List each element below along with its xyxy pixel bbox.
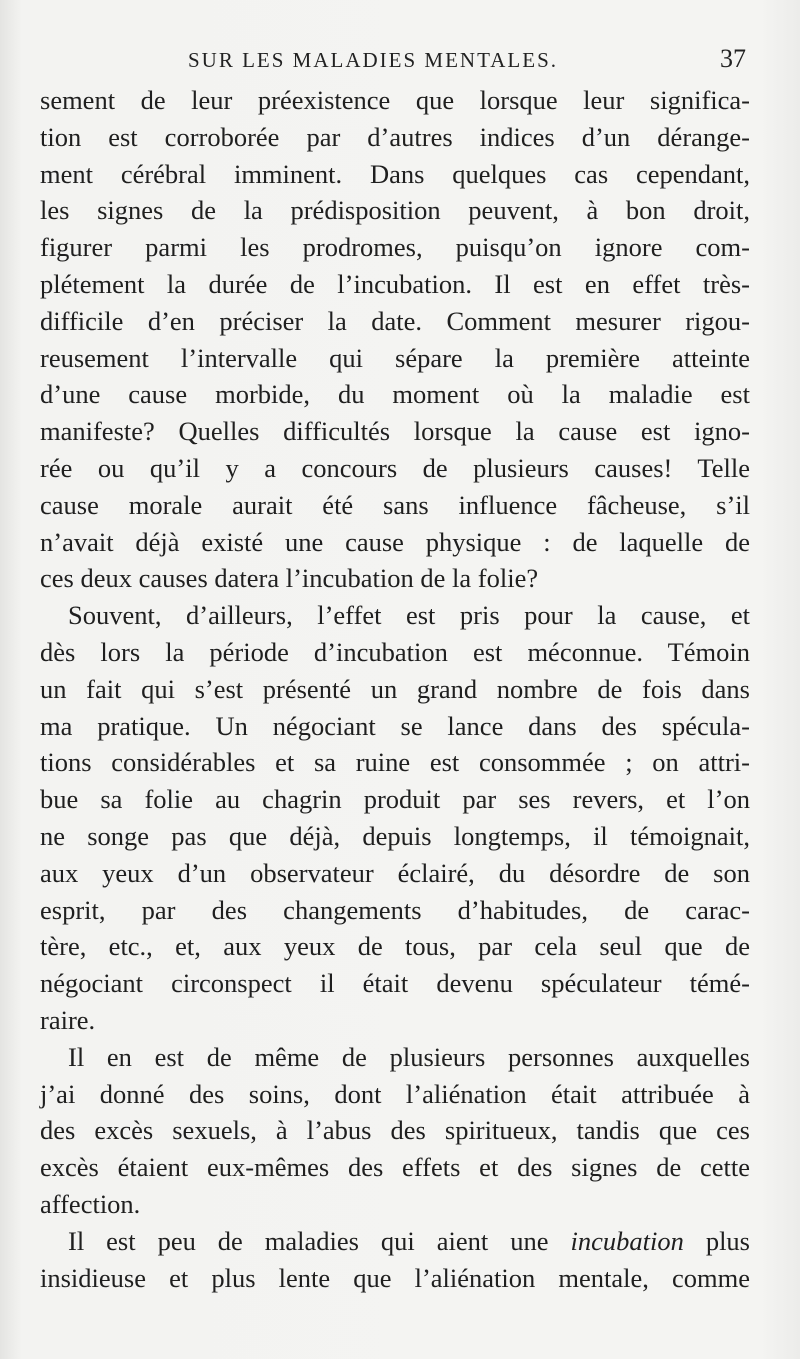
text-line: reusement l’intervalle qui sépare la première atteinte	[40, 342, 750, 373]
text-segment: Il est peu de maladies qui aient une	[68, 1225, 571, 1256]
text-line: esprit, par des changements d’habitudes, de carac-	[40, 894, 750, 925]
text-line	[40, 1223, 750, 1260]
text-line: tion est corroborée par d’autres indices d’un dérange-	[40, 121, 750, 152]
text-line: tions considérables et sa ruine est consommée ; on attri-	[40, 747, 750, 778]
text-line: sement de leur préexistence que lorsque leur significa-	[40, 85, 750, 115]
text-line: tère, etc., et, aux yeux de tous, par cela seul que de	[40, 931, 750, 962]
text-line: rée ou qu’il y a concours de plusieurs causes! Telle	[40, 452, 750, 483]
text-line: des excès sexuels, à l’abus des spiritueux, tandis que ces	[40, 1115, 750, 1146]
text-line: manifeste? Quelles difficultés lorsque la cause est igno-	[40, 416, 750, 447]
italic-term: incubation	[570, 1225, 684, 1256]
text-line: aux yeux d’un observateur éclairé, du désordre de son	[40, 857, 750, 888]
text-line: bue sa folie au chagrin produit par ses revers, et l’on	[40, 784, 750, 815]
text-line: ces deux causes datera l’incubation de la folie?	[40, 563, 539, 594]
text-line: n’avait déjà existé une cause physique : de laquelle de	[40, 526, 750, 557]
text-line: dès lors la période d’incubation est méconnue. Témoin	[40, 636, 750, 667]
text-line: plétement la durée de l’incubation. Il est en effet très-	[40, 268, 750, 299]
text-segment: plus	[683, 1225, 750, 1256]
text-line: insidieuse et plus lente que l’aliénation mentale, comme	[40, 1262, 750, 1293]
text-line: excès étaient eux-mêmes des effets et des signes de cette	[40, 1152, 750, 1183]
body-text	[40, 82, 750, 1296]
text-line: affection.	[40, 1188, 141, 1219]
text-line: ment cérébral imminent. Dans quelques cas cependant,	[40, 158, 750, 189]
page-number: 37	[720, 44, 746, 73]
running-head: SUR LES MALADIES MENTALES.	[188, 48, 558, 72]
text-line: figurer parmi les prodromes, puisqu’on ignore com-	[40, 232, 750, 263]
text-line: cause morale aurait été sans influence fâcheuse, s’il	[40, 489, 750, 520]
text-line: ne songe pas que déjà, depuis longtemps, il témoignait,	[40, 820, 750, 851]
text-line: j’ai donné des soins, dont l’aliénation était attribuée à	[40, 1078, 750, 1109]
text-line: raire.	[40, 1004, 96, 1035]
text-line: difficile d’en préciser la date. Comment mesurer rigou-	[40, 305, 750, 336]
text-line: négociant circonspect il était devenu spéculateur témé-	[40, 968, 750, 999]
text-line: d’une cause morbide, du moment où la maladie est	[40, 379, 750, 410]
text-line: un fait qui s’est présenté un grand nombre de fois dans	[40, 673, 750, 704]
text-line: Il en est de même de plusieurs personnes auxquelles	[68, 1041, 750, 1072]
text-line: Souvent, d’ailleurs, l’effet est pris pour la cause, et	[68, 600, 750, 631]
text-line: ma pratique. Un négociant se lance dans des spécula-	[40, 710, 750, 741]
page-header	[40, 44, 752, 78]
text-line: les signes de la prédisposition peuvent, à bon droit,	[40, 195, 750, 226]
